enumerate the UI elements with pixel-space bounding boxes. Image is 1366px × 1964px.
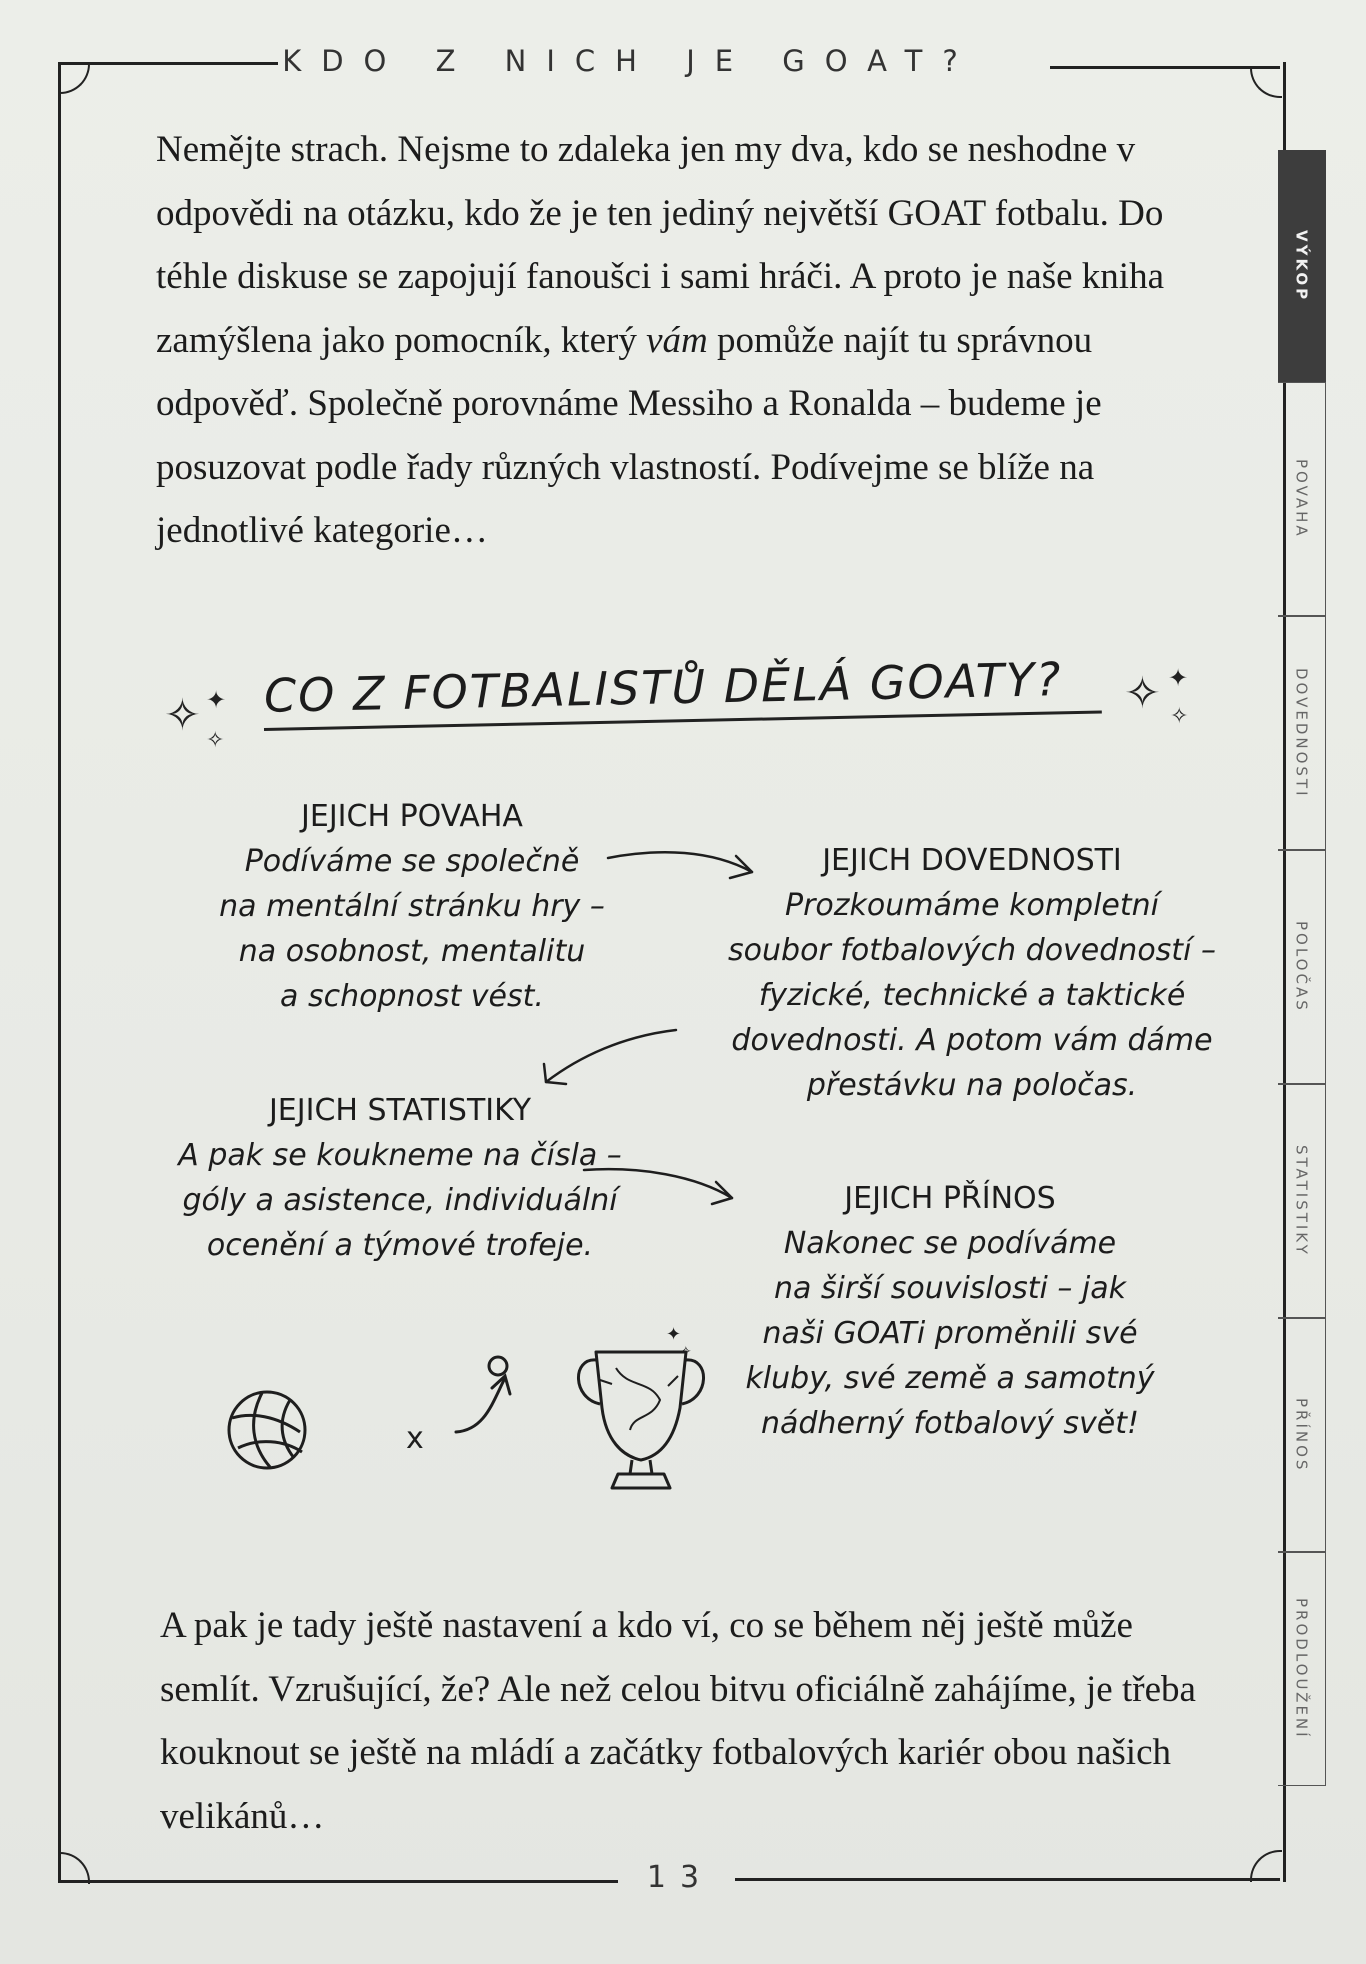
category-line: ocenění a týmové trofeje. [206,1228,594,1263]
tab-label: POVAHA [1292,459,1311,539]
tab-label: POLOČAS [1292,921,1311,1013]
category-line: Nakonec se podíváme [783,1226,1117,1261]
section-heading: CO Z FOTBALISTŮ DĚLÁ GOATY? [263,652,1063,723]
category-line: na mentální stránku hry – [219,889,605,924]
sparkle-icon: ✧ [164,690,201,741]
category-line: dovednosti. A potom vám dáme [731,1023,1213,1058]
category-title: JEJICH STATISTIKY [268,1093,532,1128]
outro-text: A pak je tady ještě nastavení a kdo ví, co se během něj ještě může semlít. Vzrušující, že? Ale než celou bitvu oficiálně zahájíme, je třeba kouknout se ještě na mládí a začátky fotbalových kariér obou našich velikánů… [160,1605,1196,1837]
tab-label: STATISTIKY [1292,1145,1311,1257]
flow-arrow-icon [546,1030,676,1082]
sparkle-icon: ✧ [680,1344,692,1360]
football-icon [229,1392,305,1468]
category-line: A pak se koukneme na čísla – [178,1138,622,1173]
tab-label: PRODLOUŽENÍ [1292,1598,1311,1740]
outro-paragraph [160,1594,1210,1848]
tab-polocas[interactable] [1278,850,1326,1084]
page-number: 13 [646,1860,714,1895]
chapter-tabs [1278,150,1330,1790]
trophy-icon [578,1352,703,1488]
sparkle-icon: ✦ [1168,664,1189,692]
flow-arrow-icon [608,852,752,872]
flow-arrow-icon [584,1169,732,1198]
tab-prodlouzeni[interactable] [1278,1552,1326,1786]
category-title: JEJICH POVAHA [301,799,523,834]
running-head: KDO Z NICH JE GOAT? [282,44,978,78]
tactic-arrow-icon [456,1357,510,1432]
tab-label: PŘÍNOS [1292,1397,1311,1473]
tab-povaha[interactable] [1278,382,1326,616]
sparkle-icon: ✧ [1124,668,1161,719]
category-line: nádherný fotbalový svět! [760,1406,1140,1441]
tactic-x-label: x [406,1421,424,1456]
sparkle-icon: ✦ [666,1324,682,1345]
category-line: Podíváme se společně [244,844,580,879]
category-line: fyzické, technické a taktické [758,978,1186,1013]
category-line: Prozkoumáme kompletní [785,888,1159,923]
category-title: JEJICH PŘÍNOS [844,1181,1056,1216]
category-line: kluby, své země a samotný [745,1361,1155,1396]
tab-dovednosti[interactable] [1278,616,1326,850]
tab-label: VÝKOP [1292,229,1311,303]
sparkle-icon: ✧ [1170,704,1189,729]
sparkle-icon: ✧ [206,728,225,753]
tab-statistiky[interactable] [1278,1084,1326,1318]
category-line: přestávku na poločas. [806,1068,1138,1103]
tab-prinos[interactable] [1278,1318,1326,1552]
category-line: naši GOATi proměnili své [762,1316,1138,1351]
tab-label: DOVEDNOSTI [1292,667,1311,799]
intro-text-part1: Nemějte strach. Nejsme to zdaleka jen my dva, kdo se neshodne v odpovědi na otázku, kdo že je ten jediný největší GOAT fotbalu. Do téhle diskuse se zapojují fanoušci i sami hráči. A proto je naše kniha zamýšlena jako pomocník, který [156,129,1164,361]
intro-emphasis: vám [646,319,708,361]
intro-text-part2: pomůže najít tu správnou odpověď. Společně porovnáme Messiho a Ronalda – budeme je posuzovat podle řady různých vlastností. Podívejme se blíže na jednotlivé kategorie… [156,319,1102,551]
category-line: na osobnost, mentalitu [238,934,586,969]
category-line: a schopnost vést. [280,979,544,1014]
tab-vykop[interactable] [1278,150,1326,382]
category-title: JEJICH DOVEDNOSTI [822,843,1122,878]
category-line: soubor fotbalových dovedností – [728,933,1216,968]
category-line: na širší souvislosti – jak [773,1271,1127,1306]
category-line: góly a asistence, individuální [182,1183,618,1218]
sparkle-icon: ✦ [206,686,227,714]
